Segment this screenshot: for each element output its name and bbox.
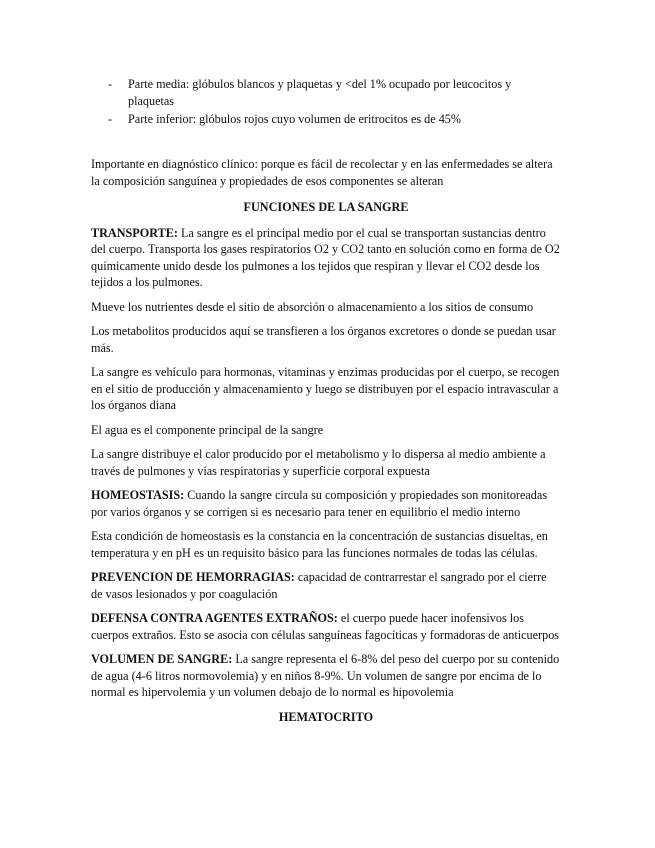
section-heading-hematocrito: HEMATOCRITO: [278, 709, 374, 724]
volumen-label: VOLUMEN DE SANGRE:: [91, 652, 233, 666]
prevencion-label: PREVENCION DE HEMORRAGIAS:: [91, 570, 295, 584]
bullet-text: Parte media: glóbulos blancos y plaquetas y <del 1% ocupado por leucocitos y plaquetas: [128, 77, 512, 108]
section-heading-funciones: FUNCIONES DE LA SANGRE: [243, 200, 409, 214]
homeostasis-label: HOMEOSTASIS:: [91, 488, 185, 502]
document-body: [91, 156, 561, 734]
volumen-text: La sangre representa el 6-8% del peso del cuerpo por su contenido de agua (4-6 litros normovolemia) y en niños 8-9%. Un volumen de sangre por encima de lo normal es hipervolemia y un volumen debajo de lo normal es hipovolemia: [91, 652, 560, 699]
transporte-text: La sangre es el principal medio por el cual se transportan sustancias dentro del cuerpo. Transporta los gases respiratorios O2 y CO2 tanto en solución como en forma de O2 químicamente unido desde los pulmones a los tejidos que respiran y llevar el CO2 desde los tejidos a los pulmones.: [91, 225, 560, 289]
prevencion-paragraph: [91, 569, 561, 602]
nutrientes-paragraph: Mueve los nutrientes desde el sitio de absorción o almacenamiento a los sitios de consumo: [91, 299, 534, 314]
agua-paragraph: El agua es el componente principal de la sangre: [91, 422, 324, 437]
defensa-text: el cuerpo puede hacer inofensivos los cuerpos extraños. Esto se asocia con células sanguíneas fagocíticas y formadoras de anticuerpos: [91, 611, 560, 642]
bullet-marker: -: [108, 77, 113, 91]
list-item: [108, 76, 558, 109]
transporte-label: TRANSPORTE:: [91, 225, 178, 240]
calor-paragraph: La sangre distribuye el calor producido por el metabolismo y lo dispersa al medio ambiente a través de pulmones y vías respiratorias y superficie corporal expuesta: [91, 447, 546, 478]
bullet-marker: -: [108, 112, 113, 126]
prevencion-text: capacidad de contrarrestar el sangrado por el cierre de vasos lesionados y por coagulación: [91, 570, 547, 601]
homeostasis-paragraph: [91, 487, 561, 520]
intro-paragraph: Importante en diagnóstico clínico: porque es fácil de recolectar y en las enfermedades se altera la composición sanguínea y propiedades de esos componentes se alteran: [91, 157, 553, 188]
bullet-list: [108, 76, 558, 130]
condicion-paragraph: Esta condición de homeostasis es la constancia en la concentración de sustancias disueltas, en temperatura y en pH es un requisito básico para las funciones normales de todas las células.: [91, 529, 548, 560]
defensa-paragraph: [91, 610, 561, 643]
volumen-paragraph: [91, 651, 561, 701]
homeostasis-text: Cuando la sangre circula su composición y propiedades son monitoreadas por varios órganos y se corrigen si es necesario para tener en equilibrio el medio interno: [91, 488, 548, 519]
hormonas-paragraph: La sangre es vehículo para hormonas, vitaminas y enzimas producidas por el cuerpo, se recogen en el sitio de producción y almacenamiento y luego se distribuyen por el espacio intravascular a los órganos diana: [91, 365, 560, 412]
bullet-text: Parte inferior: glóbulos rojos cuyo volumen de eritrocitos es de 45%: [128, 112, 462, 126]
transporte-paragraph: [91, 225, 561, 291]
defensa-label: DEFENSA CONTRA AGENTES EXTRAÑOS:: [91, 611, 338, 625]
list-item: [108, 111, 558, 128]
metabolitos-paragraph: Los metabolitos producidos aquí se transfieren a los órganos excretores o donde se puedan usar más.: [91, 324, 556, 355]
